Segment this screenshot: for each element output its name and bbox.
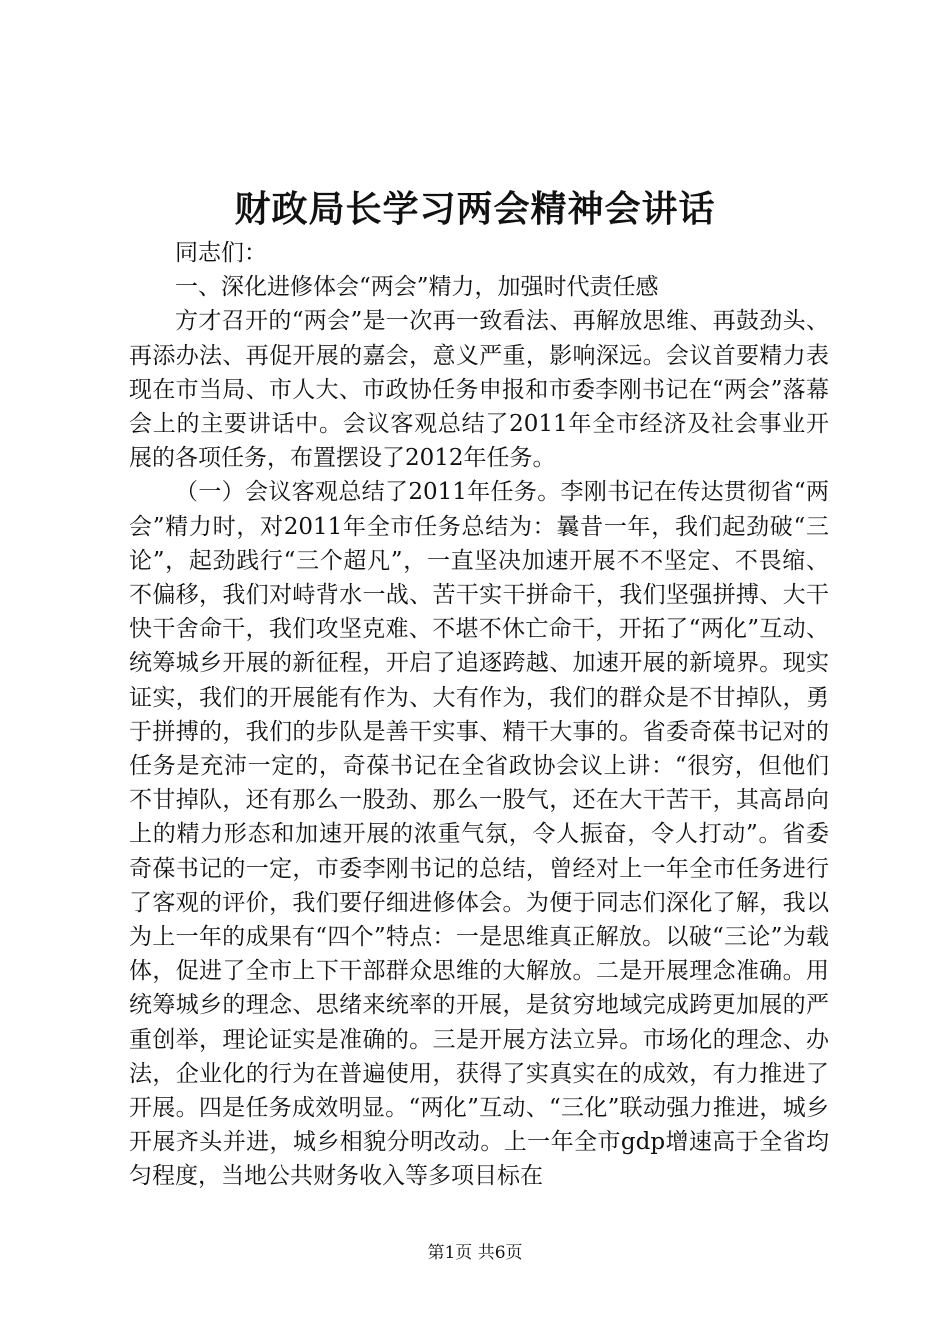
body-paragraph: 方才召开的“两会”是一次再一致看法、再解放思维、再鼓劲头、再添办法、再促开展的嘉会，意义严重，影响深远。会议首要精力表现在市当局、市人大、市政协任务申报和市委李刚书记在“两会”落幕会上的主要讲话中。会议客观总结了2011年全市经济及社会事业开展的各项任务，布置摆设了2012年任务。 bbox=[129, 308, 829, 472]
body-paragraph: （一）会议客观总结了2011年任务。李刚书记在传达贯彻省“两会”精力时，对2011年全市任务总结为：曩昔一年，我们起劲破“三论”，起劲践行“三个超凡”，一直坚决加速开展不不坚定、不畏缩、不偏移，我们对峙背水一战、苦干实干拼命干，我们坚强拼搏、大干快干舍命干，我们攻坚克难、不堪不休亡命干，开拓了“两化”互动、统筹城乡开展的新征程，开启了追逐跨越、加速开展的新境界。现实证实，我们的开展能有作为、大有作为，我们的群众是不甘掉队，勇于拼搏的，我们的步队是善干实事、精干大事的。省委奇葆书记对的任务是充沛一定的，奇葆书记在全省政协会议上讲：“很穷，但他们不甘掉队，还有那么一股劲、那么一股气，还在大干苦干，其高昂向上的精力形态和加速开展的浓重气氛，令人振奋，令人打动”。省委奇葆书记的一定，市委李刚书记的总结，曾经对上一年全市任务进行了客观的评价，我们要仔细进修体会。为便于同志们深化了解，我以为上一年的成果有“四个”特点：一是思维真正解放。以破“三论”为载体，促进了全市上下干部群众思维的大解放。二是开展理念准确。用统筹城乡的理念、思绪来统率的开展，是贫穷地域完成跨更加展的严重创举，理论证实是准确的。三是开展方法立异。市场化的理念、办法，企业化的行为在普遍使用，获得了实真实在的成效，有力推进了开展。四是任务成效明显。“两化”互动、“三化”联动强力推进，城乡开展齐头并进，城乡相貌分明改动。上一年全市gdp增速高于全省均匀程度，当地公共财务收入等多项目标在 bbox=[129, 479, 829, 1190]
document-title: 财政局长学习两会精神会讲话 bbox=[234, 188, 716, 230]
section-heading: 一、深化进修体会“两会”精力，加强时代责任感 bbox=[175, 274, 659, 301]
document-body bbox=[129, 236, 829, 1194]
page-number-footer: 第1页 共6页 bbox=[427, 1243, 523, 1263]
salutation-paragraph: 同志们： bbox=[175, 240, 267, 266]
